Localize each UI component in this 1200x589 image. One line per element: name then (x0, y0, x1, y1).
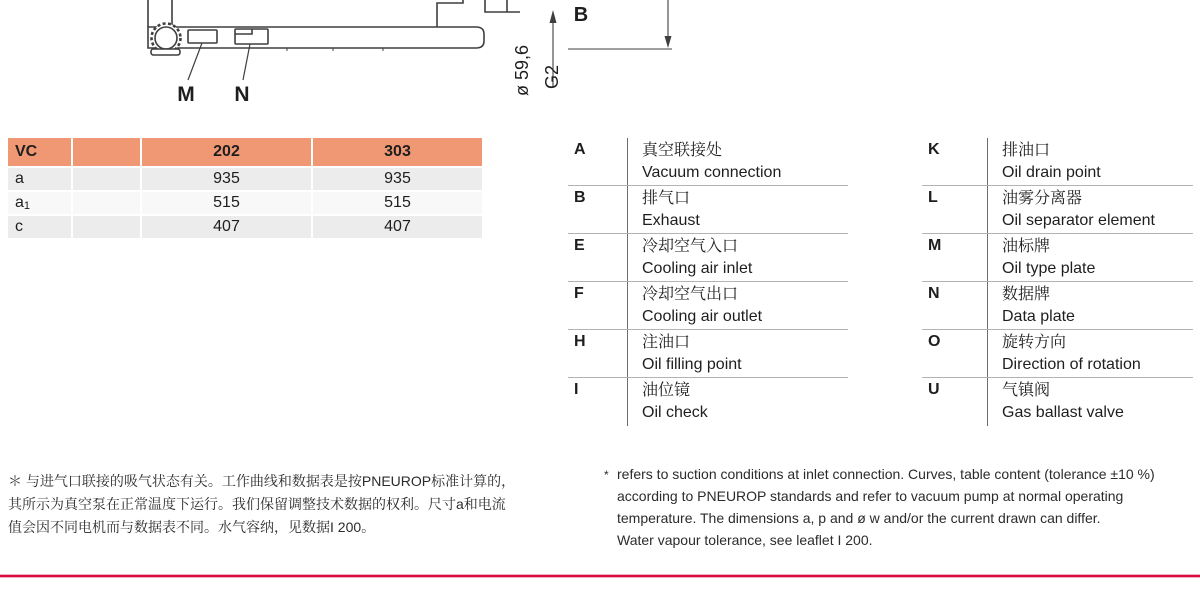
value-303: 935 (313, 168, 482, 190)
legend-entry-h (568, 330, 848, 378)
legend-zh: 油位镜 (642, 382, 691, 399)
footnote-chinese (8, 470, 533, 539)
legend-en: Oil drain point (1002, 164, 1101, 181)
value-303: 515 (313, 192, 482, 214)
legend-letter: A (574, 141, 586, 158)
row-label: c (8, 216, 71, 238)
legend-zh: 真空联接处 (642, 142, 723, 159)
legend-entry-i (568, 378, 848, 426)
legend-letter: I (574, 381, 579, 398)
data-plate (235, 29, 268, 44)
label-b: B (573, 4, 589, 26)
value-303: 407 (313, 216, 482, 238)
legend-letter: K (928, 141, 940, 158)
label-m: M (177, 83, 195, 106)
legend-zh: 油雾分离器 (1002, 190, 1083, 207)
legend-zh: 排气口 (642, 190, 691, 207)
table-header-model: VC (8, 138, 71, 166)
value-202: 407 (142, 216, 311, 238)
dimension-table-header (8, 138, 482, 166)
legend-letter: N (928, 285, 940, 302)
dimension-table (8, 138, 482, 238)
row-spacer (73, 192, 140, 214)
footnote-line: according to PNEUROP standards and refer to vacuum pump at normal operating (617, 488, 1124, 504)
legend-zh: 排油口 (1002, 142, 1051, 159)
footnote-marker: ＊ (8, 473, 22, 489)
value-202: 515 (142, 192, 311, 214)
legend-table-left (568, 138, 848, 426)
dimension-lines (553, 0, 672, 87)
legend-zh: 冷却空气出口 (642, 286, 739, 303)
table-row-c (8, 216, 482, 238)
legend-entry-f (568, 282, 848, 330)
legend-letter: F (574, 285, 584, 302)
legend-en: Cooling air inlet (642, 260, 753, 277)
dimension-arrowheads (550, 10, 672, 48)
legend-zh: 冷却空气入口 (642, 238, 739, 255)
legend-entry-o (922, 330, 1193, 378)
legend-entry-m (922, 234, 1193, 282)
value-202: 935 (142, 168, 311, 190)
dim-thread: G2 (542, 64, 562, 89)
table-row-a (8, 168, 482, 190)
legend-zh: 注油口 (642, 334, 691, 351)
legend-en: Vacuum connection (642, 164, 782, 181)
table-header-spacer (73, 138, 140, 166)
gas-ballast-knob (151, 24, 181, 56)
legend-letter: H (574, 333, 586, 350)
legend-zh: 旋转方向 (1002, 334, 1067, 351)
footnote-marker: * (604, 468, 609, 482)
legend-entry-l (922, 186, 1193, 234)
footnote-line: ＊ 与进气口联接的吸气状态有关。工作曲线和数据表是按PNEUROP标准计算的， (8, 473, 516, 489)
legend-zh: 数据牌 (1002, 286, 1051, 303)
legend-letter: E (574, 237, 585, 254)
footnote-line: 其所示为真空泵在正常温度下运行。我们保留调整技术数据的权利。尺寸a和电流 (8, 496, 506, 512)
row-spacer (73, 168, 140, 190)
footnote-line: Water vapour tolerance, see leaflet I 200. (617, 532, 873, 548)
legend-letter: M (928, 237, 942, 254)
row-spacer (73, 216, 140, 238)
footnote-line: 值会因不同电机而与数据表不同。水气容纳，见数据I 200。 (8, 519, 376, 535)
legend-letter: L (928, 189, 938, 206)
pump-dimension-drawing (0, 0, 700, 120)
legend-table-right (922, 138, 1193, 426)
legend-entry-a (568, 138, 848, 186)
legend-en: Direction of rotation (1002, 356, 1141, 373)
legend-entry-n (922, 282, 1193, 330)
legend-en: Exhaust (642, 212, 700, 229)
legend-zh: 气镇阀 (1002, 382, 1051, 399)
legend-en: Gas ballast valve (1002, 404, 1124, 421)
legend-entry-e (568, 234, 848, 282)
legend-en: Oil type plate (1002, 260, 1096, 277)
table-header-col-303: 303 (313, 138, 482, 166)
legend-en: Data plate (1002, 308, 1075, 325)
footer-red-rule (0, 574, 1200, 578)
footnote-line: temperature. The dimensions a, p and ø w and/or the current drawn can differ. (617, 510, 1101, 526)
legend-letter: B (574, 189, 586, 206)
oil-type-plate (188, 30, 217, 43)
legend-letter: U (928, 381, 940, 398)
legend-en: Oil check (642, 404, 708, 421)
label-n: N (234, 83, 250, 106)
legend-en: Cooling air outlet (642, 308, 763, 325)
legend-entry-b (568, 186, 848, 234)
legend-entry-u (922, 378, 1193, 426)
legend-zh: 油标牌 (1002, 238, 1051, 255)
row-label: a1 (8, 192, 71, 214)
footnote-line: refers to suction conditions at inlet connection. Curves, table content (tolerance ±10 %) (617, 466, 1155, 482)
legend-en: Oil separator element (1002, 212, 1155, 229)
legend-letter: O (928, 333, 941, 350)
legend-en: Oil filling point (642, 356, 742, 373)
dim-diameter: ø 59,6 (512, 44, 532, 96)
legend-entry-k (922, 138, 1193, 186)
footnote-english (600, 463, 1160, 551)
table-row-a1 (8, 192, 482, 214)
table-header-col-202: 202 (142, 138, 311, 166)
row-label: a (8, 168, 71, 190)
